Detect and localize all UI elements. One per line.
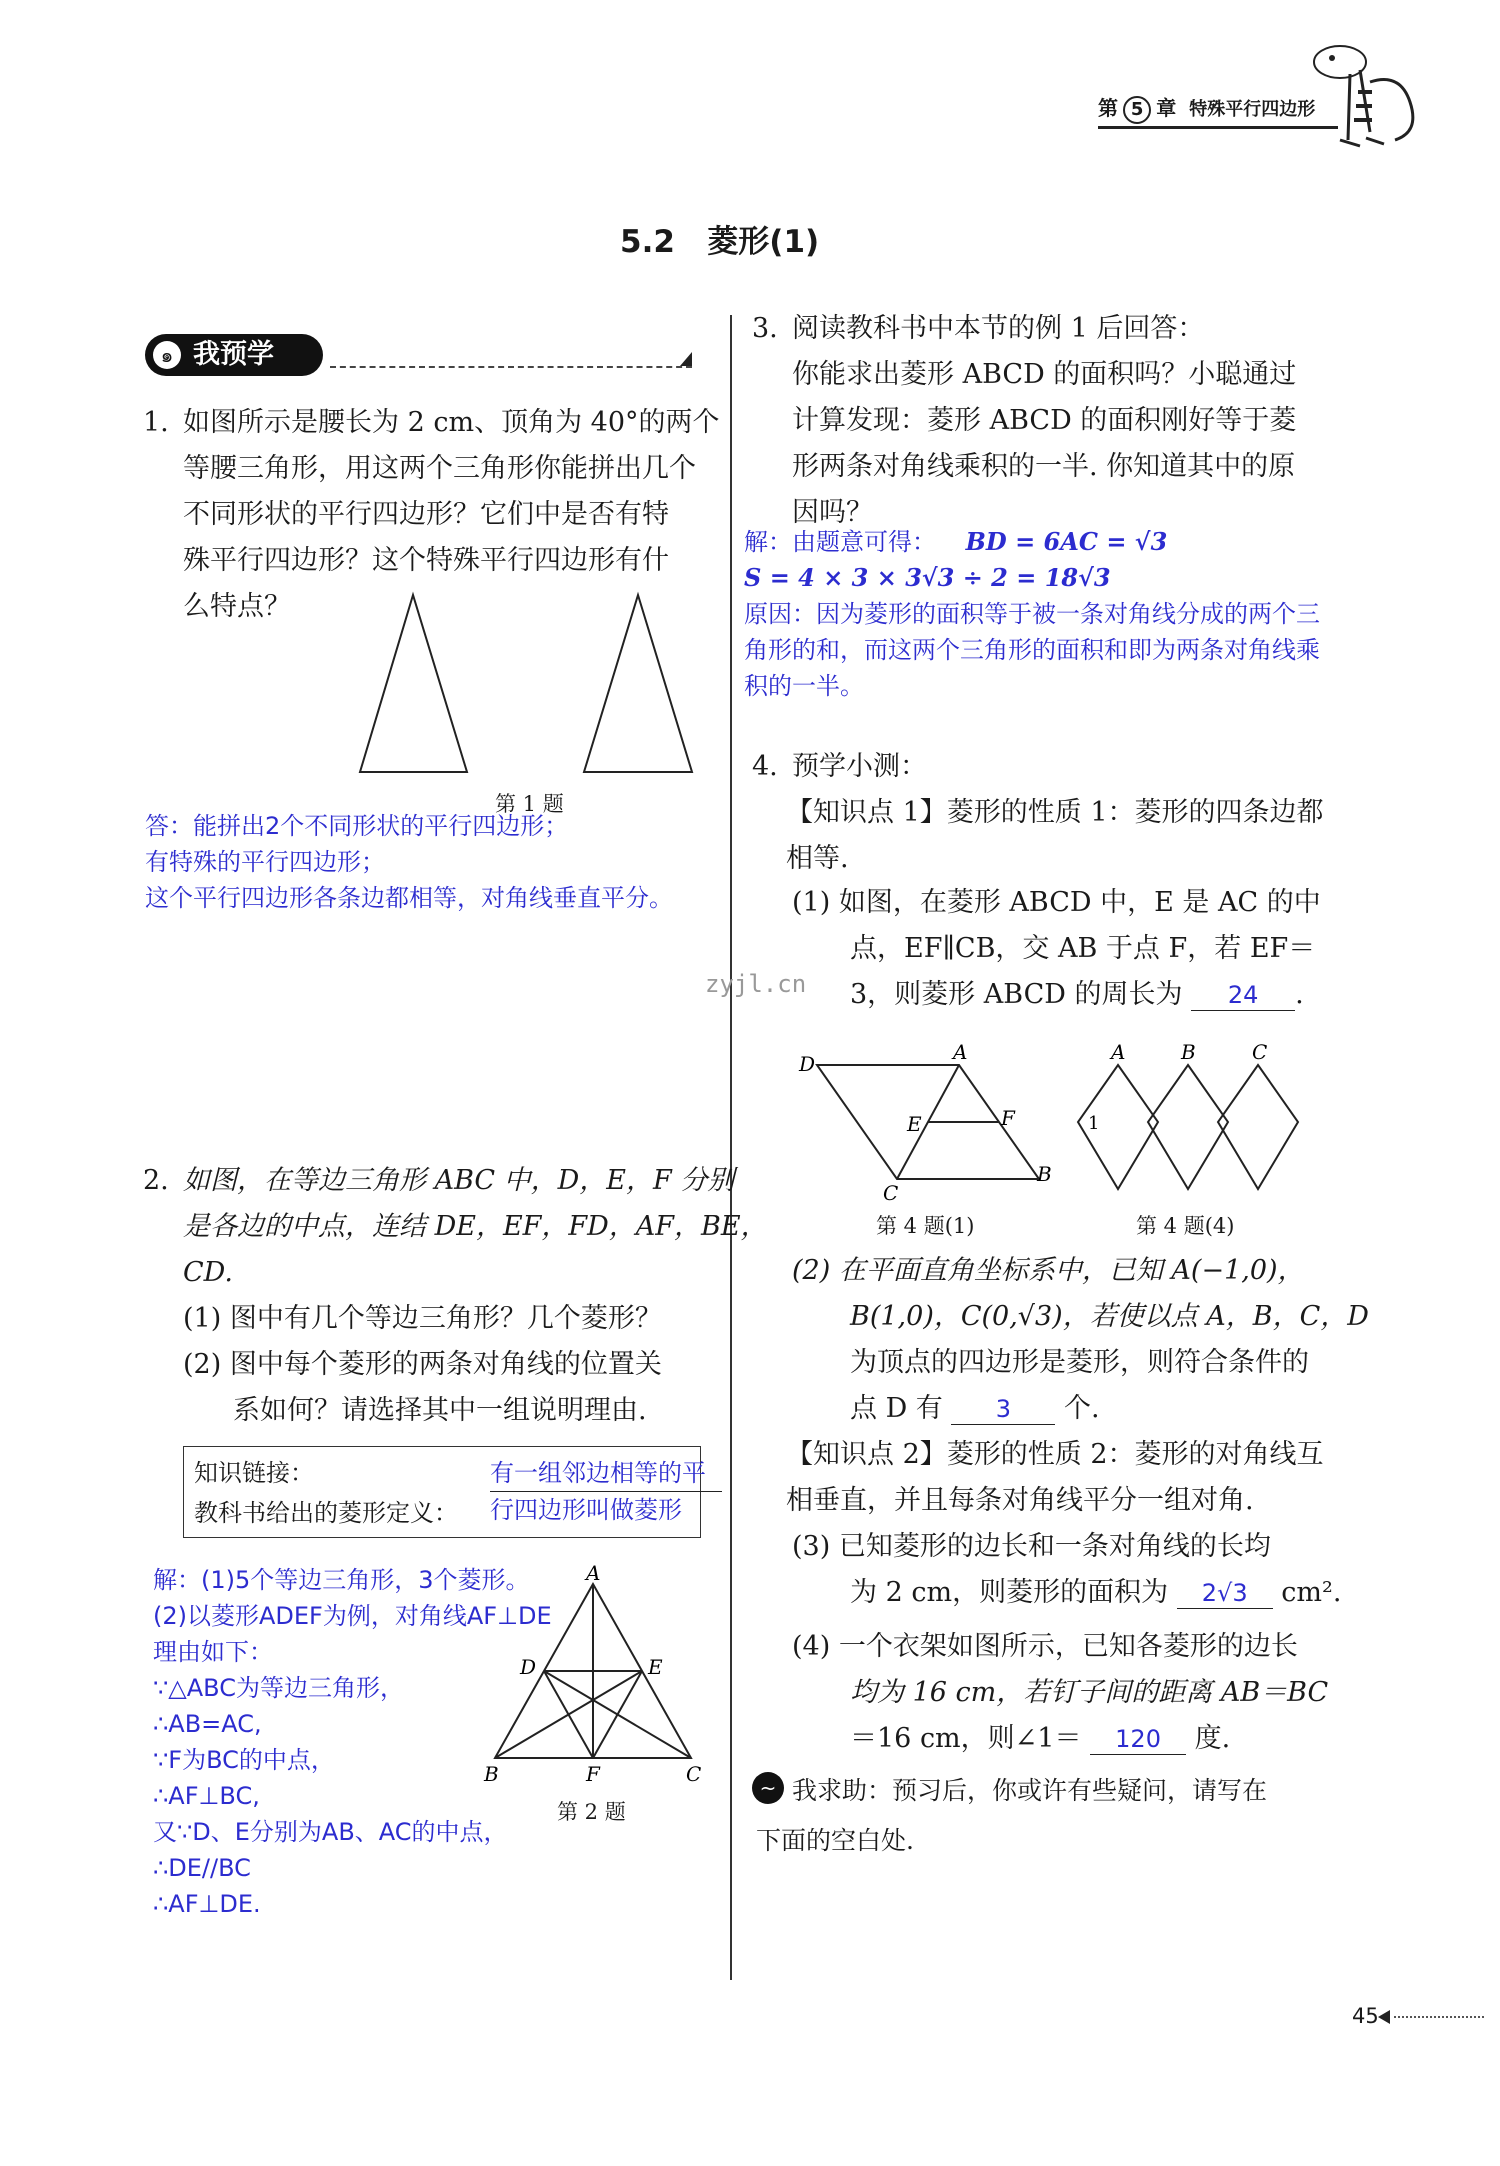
q4-s3-text: 为 2 cm，则菱形的面积为 <box>850 1577 1169 1608</box>
q4-fig1-label-f: F <box>1001 1106 1015 1130</box>
q2-answer-line: ∴AF⊥BC, <box>153 1782 260 1810</box>
chapter-suffix: 章 <box>1156 96 1177 120</box>
q4-kp1-line: 相等. <box>786 843 849 874</box>
q2-line: 如图，在等边三角形 ABC 中，D，E，F 分别 <box>183 1165 735 1196</box>
q2-answer-line: 解：(1)5个等边三角形，3个菱形。 <box>153 1566 530 1594</box>
q4-kp1 <box>786 790 1324 882</box>
q3-answer-intro: 解：由题意可得： <box>744 528 936 556</box>
q2-answer-line: ∴DE//BC <box>153 1854 251 1882</box>
q4-s4-answer: 120 <box>1090 1724 1186 1755</box>
q2-line: 是各边的中点，连结 DE，EF，FD，AF，BE， <box>183 1211 768 1242</box>
q1-line: 殊平行四边形？这个特殊平行四边形有什 <box>183 545 669 576</box>
q4-s4-line <box>792 1716 1328 1762</box>
q4-fig1-label-e: E <box>907 1112 922 1136</box>
q3-answer <box>744 524 1320 704</box>
q1-line: 不同形状的平行四边形？它们中是否有特 <box>183 499 669 530</box>
q2-label-a: A <box>586 1562 601 1585</box>
q3-line: 你能求出菱形 ABCD 的面积吗？小聪通过 <box>792 359 1297 390</box>
q4-s2-answer: 3 <box>951 1394 1055 1425</box>
chapter-number: 5 <box>1123 96 1151 124</box>
q2-figure <box>480 1562 720 1792</box>
q1-answer-line: 这个平行四边形各条边都相等，对角线垂直平分。 <box>145 884 673 912</box>
tiger-mascot-icon <box>1300 22 1430 162</box>
q4-fig4-label-a: A <box>1111 1040 1126 1064</box>
q1-answer-line: 有特殊的平行四边形； <box>145 848 385 876</box>
q4-s4-text: ＝16 cm，则∠1＝ <box>850 1723 1082 1754</box>
q4-number: 4. <box>752 751 778 782</box>
page-number: 45 <box>1352 2004 1379 2028</box>
chapter-title: 特殊平行四边形 <box>1189 99 1316 120</box>
q3-answer-reason-line: 积的一半。 <box>744 672 864 700</box>
q2-answer-line: ∵△ABC为等边三角形， <box>153 1674 404 1702</box>
isosceles-triangle-1 <box>360 595 467 772</box>
q4-s4-line: (4) 一个衣架如图所示，已知各菱形的边长 <box>792 1631 1298 1662</box>
q3-answer-eq2: S = 4 × 3 × 3√3 ÷ 2 = 18√3 <box>744 563 1111 592</box>
q4-s2-tail: 个. <box>1064 1393 1100 1424</box>
q4-s4-line: 均为 16 cm，若钉子间的距离 AB＝BC <box>850 1677 1329 1708</box>
knowledge-link-answer <box>490 1455 722 1528</box>
q2-answer-line: ∵F为BC的中点， <box>153 1746 335 1774</box>
q2-figure-caption: 第 2 题 <box>557 1800 626 1824</box>
q4-fig1-label-c: C <box>883 1181 899 1205</box>
knowledge-link-answer-line: 行四边形叫做菱形 <box>490 1496 682 1524</box>
q1-line: 如图所示是腰长为 2 cm、顶角为 40°的两个 <box>183 407 720 438</box>
q4-kp1-line: 【知识点 1】菱形的性质 1：菱形的四条边都 <box>786 797 1324 828</box>
q2-answer-line: ∴AF⊥DE. <box>153 1890 261 1918</box>
q3-number: 3. <box>752 313 778 344</box>
page-number-arrow-icon <box>1378 2010 1390 2024</box>
knowledge-link-text: 教科书给出的菱形定义： <box>194 1499 458 1527</box>
q2-sub2-line1: (2) 图中每个菱形的两条对角线的位置关 <box>183 1349 662 1380</box>
help-icon: ~ <box>752 1772 784 1804</box>
q3-answer-reason-line: 原因：因为菱形的面积等于被一条对角线分成的两个三 <box>744 600 1320 628</box>
q4-s2-line: 为顶点的四边形是菱形，则符合条件的 <box>850 1347 1309 1378</box>
help-text <box>792 1766 1267 1816</box>
q4-s3-line <box>792 1570 1341 1616</box>
q4-s4-tail: 度. <box>1194 1723 1231 1754</box>
section-dashed-line <box>330 366 692 368</box>
q4-fig1-label-b: B <box>1037 1162 1052 1186</box>
q1-number: 1. <box>143 407 169 438</box>
q2-text <box>183 1158 768 1434</box>
q4-s2-line: B(1,0)，C(0,√3)，若使以点 A，B，C，D <box>850 1301 1369 1332</box>
q4-s3-line: (3) 已知菱形的边长和一条对角线的长均 <box>792 1531 1271 1562</box>
q4-fig4-label-angle-1: 1 <box>1088 1113 1100 1134</box>
q2-answer-line: 又∵D、E分别为AB、AC的中点， <box>153 1818 508 1846</box>
knowledge-link-answer-line: 有一组邻边相等的平 <box>490 1455 722 1492</box>
q4-kp2-line: 相垂直，并且每条对角线平分一组对角. <box>786 1485 1254 1516</box>
q4-s4 <box>792 1624 1328 1762</box>
q4-s1-line <box>792 972 1321 1018</box>
q1-line: 么特点？ <box>183 591 291 622</box>
q2-label-c: C <box>686 1762 702 1786</box>
q1-figure <box>355 590 705 780</box>
q3-answer-eq1: BD = 6AC = √3 <box>965 527 1168 556</box>
q1-figure-caption: 第 1 题 <box>495 792 564 816</box>
q3-answer-line <box>744 524 1320 560</box>
q3-line: 计算发现：菱形 ABCD 的面积刚好等于菱 <box>792 405 1297 436</box>
q2-sub2-line2: 系如何？请选择其中一组说明理由. <box>233 1395 647 1426</box>
q4-s2-line: (2) 在平面直角坐标系中，已知 A(−1,0)， <box>792 1255 1305 1286</box>
q1-answer <box>145 808 673 916</box>
q4-s1-text: 3，则菱形 ABCD 的周长为 <box>850 979 1183 1010</box>
section-badge <box>145 334 323 376</box>
q4-fig1-label-a: A <box>953 1040 968 1064</box>
q3-answer-reason-line: 角形的和，而这两个三角形的面积和即为两条对角线乘 <box>744 636 1320 664</box>
section-badge-label: 我预学 <box>193 339 274 370</box>
q4-fig4-label-c: C <box>1252 1040 1268 1064</box>
q3-line: 因吗？ <box>792 497 873 528</box>
q4-figure-1-caption: 第 4 题(1) <box>876 1214 975 1238</box>
chapter-prefix: 第 <box>1098 96 1118 120</box>
q4-s1-answer: 24 <box>1191 980 1295 1011</box>
page-title: 5.2 菱形(1) <box>620 224 820 260</box>
q1-answer-line: 答：能拼出2个不同形状的平行四边形； <box>145 812 569 840</box>
q2-number: 2. <box>143 1165 169 1196</box>
q4-title: 预学小测： <box>792 751 927 782</box>
help-line: 我求助：预习后，你或许有些疑问，请写在 <box>792 1776 1268 1805</box>
q2-label-d: D <box>520 1655 537 1679</box>
watermark: zyjl.cn <box>705 970 807 998</box>
page-number-dashes <box>1394 2016 1484 2018</box>
help-line-2: 下面的空白处. <box>756 1826 914 1855</box>
q4-s1 <box>792 880 1321 1018</box>
q2-sub1: (1) 图中有几个等边三角形？几个菱形？ <box>183 1303 662 1334</box>
q4-s3-answer: 2√3 <box>1177 1578 1273 1609</box>
q2-line: CD. <box>183 1257 233 1288</box>
q4-figure-1 <box>795 1035 1065 1205</box>
q2-label-b: B <box>484 1762 499 1786</box>
q4-s1-line: 点，EF∥CB，交 AB 于点 F，若 EF＝ <box>850 933 1316 964</box>
swirl-icon: ๑ <box>153 341 181 369</box>
q4-s1-line: (1) 如图，在菱形 ABCD 中，E 是 AC 的中 <box>792 887 1321 918</box>
q1-line: 等腰三角形，用这两个三角形你能拼出几个 <box>183 453 696 484</box>
q3-line: 形两条对角线乘积的一半. 你知道其中的原 <box>792 451 1296 482</box>
q4-kp2 <box>786 1432 1324 1524</box>
column-divider <box>730 315 732 1980</box>
q2-answer-line: 理由如下： <box>153 1638 273 1666</box>
q4-s2 <box>792 1248 1369 1432</box>
isosceles-triangle-2 <box>584 595 692 772</box>
q4-figure-4 <box>1070 1035 1310 1205</box>
q2-label-f: F <box>586 1762 600 1786</box>
q2-label-e: E <box>648 1655 663 1679</box>
q3-text <box>792 306 1296 536</box>
q4-figure-4-caption: 第 4 题(4) <box>1136 1214 1235 1238</box>
knowledge-link-box <box>183 1446 706 1538</box>
knowledge-link-title: 知识链接： <box>194 1459 314 1487</box>
q4-fig1-label-d: D <box>799 1052 816 1076</box>
q4-s1-period: . <box>1295 979 1304 1010</box>
q3-line: 阅读教科书中本节的例 1 后回答： <box>792 313 1205 344</box>
q4-fig4-label-b: B <box>1181 1040 1196 1064</box>
q4-s2-text: 点 D 有 <box>850 1393 943 1424</box>
q4-s3 <box>792 1524 1341 1616</box>
section-end-arrow-icon <box>680 352 692 366</box>
q2-answer-line: (2)以菱形ADEF为例，对角线AF⊥DE <box>153 1602 552 1630</box>
q2-answer-line: ∴AB=AC, <box>153 1710 262 1738</box>
q4-kp2-line: 【知识点 2】菱形的性质 2：菱形的对角线互 <box>786 1439 1324 1470</box>
q4-s2-line <box>792 1386 1369 1432</box>
q4-s3-tail: cm². <box>1281 1577 1342 1608</box>
